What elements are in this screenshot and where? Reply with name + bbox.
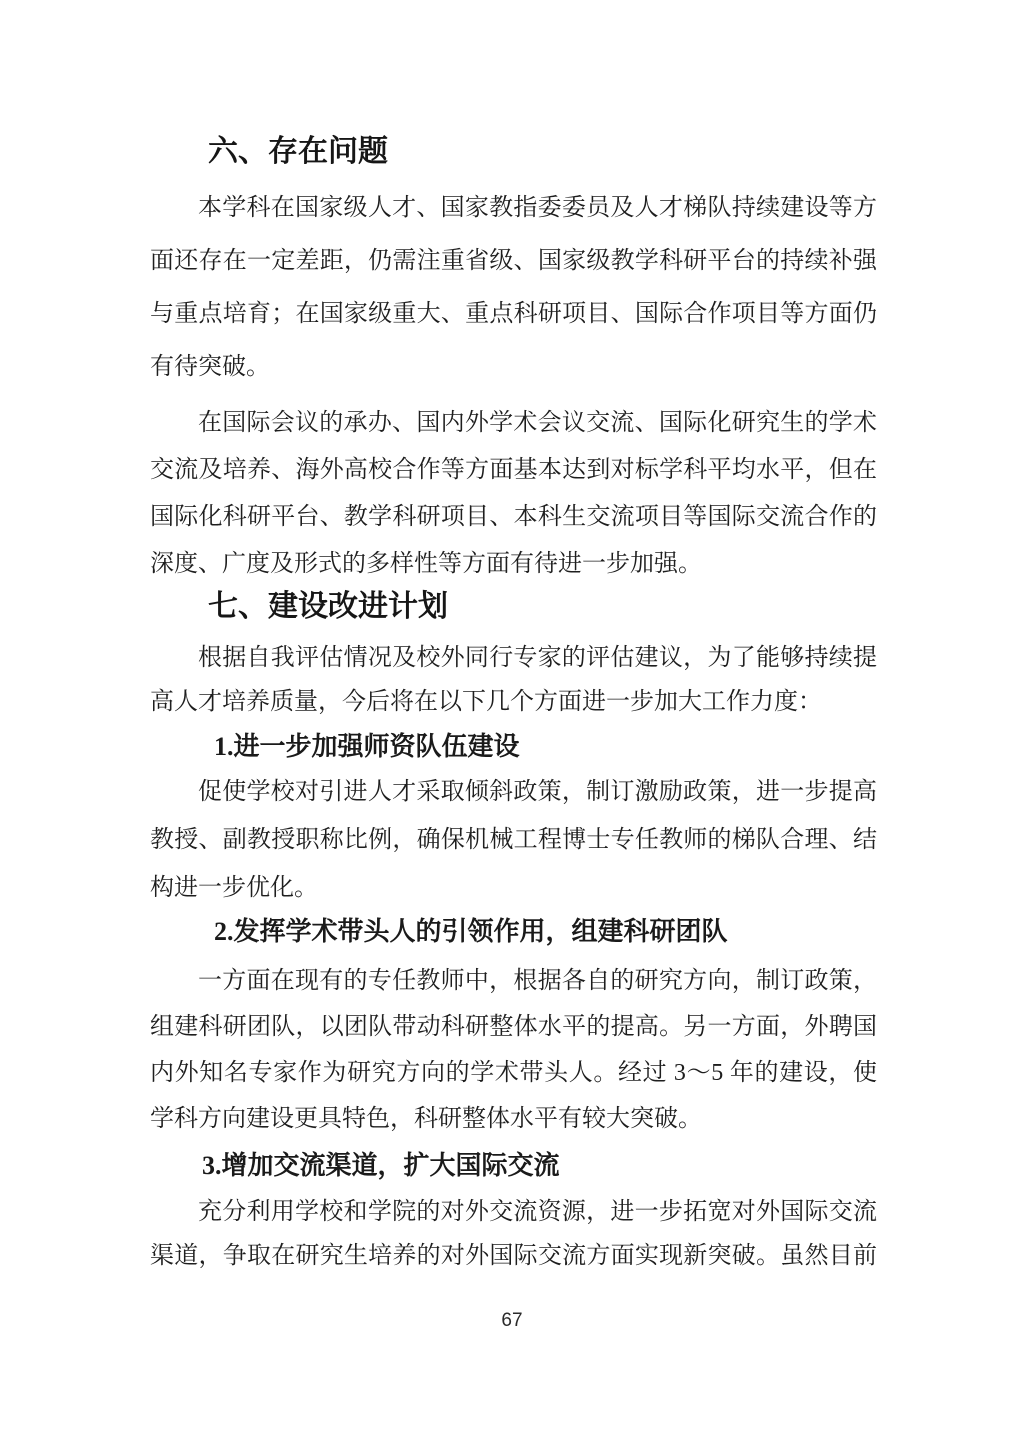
text-line: 根据自我评估情况及校外同行专家的评估建议，为了能够持续提 bbox=[198, 645, 877, 671]
text-line: 高人才培养质量，今后将在以下几个方面进一步加大工作力度： bbox=[150, 689, 822, 715]
subheading-item2: 2.发挥学术带头人的引领作用，组建科研团队 bbox=[214, 917, 728, 946]
paragraph-improvement-intro bbox=[150, 636, 877, 724]
text-line: 教授、副教授职称比例，确保机械工程博士专任教师的梯队合理、结 bbox=[150, 827, 877, 853]
text-line: 一方面在现有的专任教师中，根据各自的研究方向，制订政策， bbox=[198, 968, 877, 994]
paragraph-research-team bbox=[150, 958, 877, 1142]
paragraph-international-exchange-gap bbox=[150, 400, 877, 588]
text-line: 本学科在国家级人才、国家教指委委员及人才梯队持续建设等方 bbox=[198, 195, 877, 221]
page-number: 67 bbox=[501, 1310, 523, 1331]
paragraph-talent-gap bbox=[150, 182, 877, 394]
text-line: 充分利用学校和学院的对外交流资源，进一步拓宽对外国际交流 bbox=[198, 1199, 877, 1225]
section-six-heading: 六、存在问题 bbox=[208, 135, 388, 168]
text-line: 组建科研团队，以团队带动科研整体水平的提高。另一方面，外聘国 bbox=[150, 1014, 877, 1040]
text-line: 交流及培养、海外高校合作等方面基本达到对标学科平均水平，但在 bbox=[150, 457, 877, 483]
text-line: 内外知名专家作为研究方向的学术带头人。经过 3～5 年的建设，使 bbox=[150, 1060, 877, 1086]
subheading-item1: 1.进一步加强师资队伍建设 bbox=[214, 732, 520, 761]
text-line: 促使学校对引进人才采取倾斜政策，制订激励政策，进一步提高 bbox=[198, 779, 877, 805]
paragraph-exchange-channels bbox=[150, 1190, 877, 1278]
subheading-item3: 3.增加交流渠道，扩大国际交流 bbox=[202, 1151, 560, 1180]
text-line: 与重点培育；在国家级重大、重点科研项目、国际合作项目等方面仍 bbox=[150, 301, 877, 327]
text-line: 国际化科研平台、教学科研项目、本科生交流项目等国际交流合作的 bbox=[150, 504, 877, 530]
text-line: 学科方向建设更具特色，科研整体水平有较大突破。 bbox=[150, 1106, 702, 1132]
text-line: 深度、广度及形式的多样性等方面有待进一步加强。 bbox=[150, 551, 702, 577]
text-line: 在国际会议的承办、国内外学术会议交流、国际化研究生的学术 bbox=[198, 410, 877, 436]
text-line: 构进一步优化。 bbox=[150, 875, 318, 901]
text-line: 有待突破。 bbox=[150, 354, 270, 380]
text-line: 渠道，争取在研究生培养的对外国际交流方面实现新突破。虽然目前 bbox=[150, 1243, 877, 1269]
paragraph-faculty-building bbox=[150, 768, 877, 912]
section-seven-heading: 七、建设改进计划 bbox=[208, 590, 448, 623]
text-line: 面还存在一定差距，仍需注重省级、国家级教学科研平台的持续补强 bbox=[150, 248, 877, 274]
